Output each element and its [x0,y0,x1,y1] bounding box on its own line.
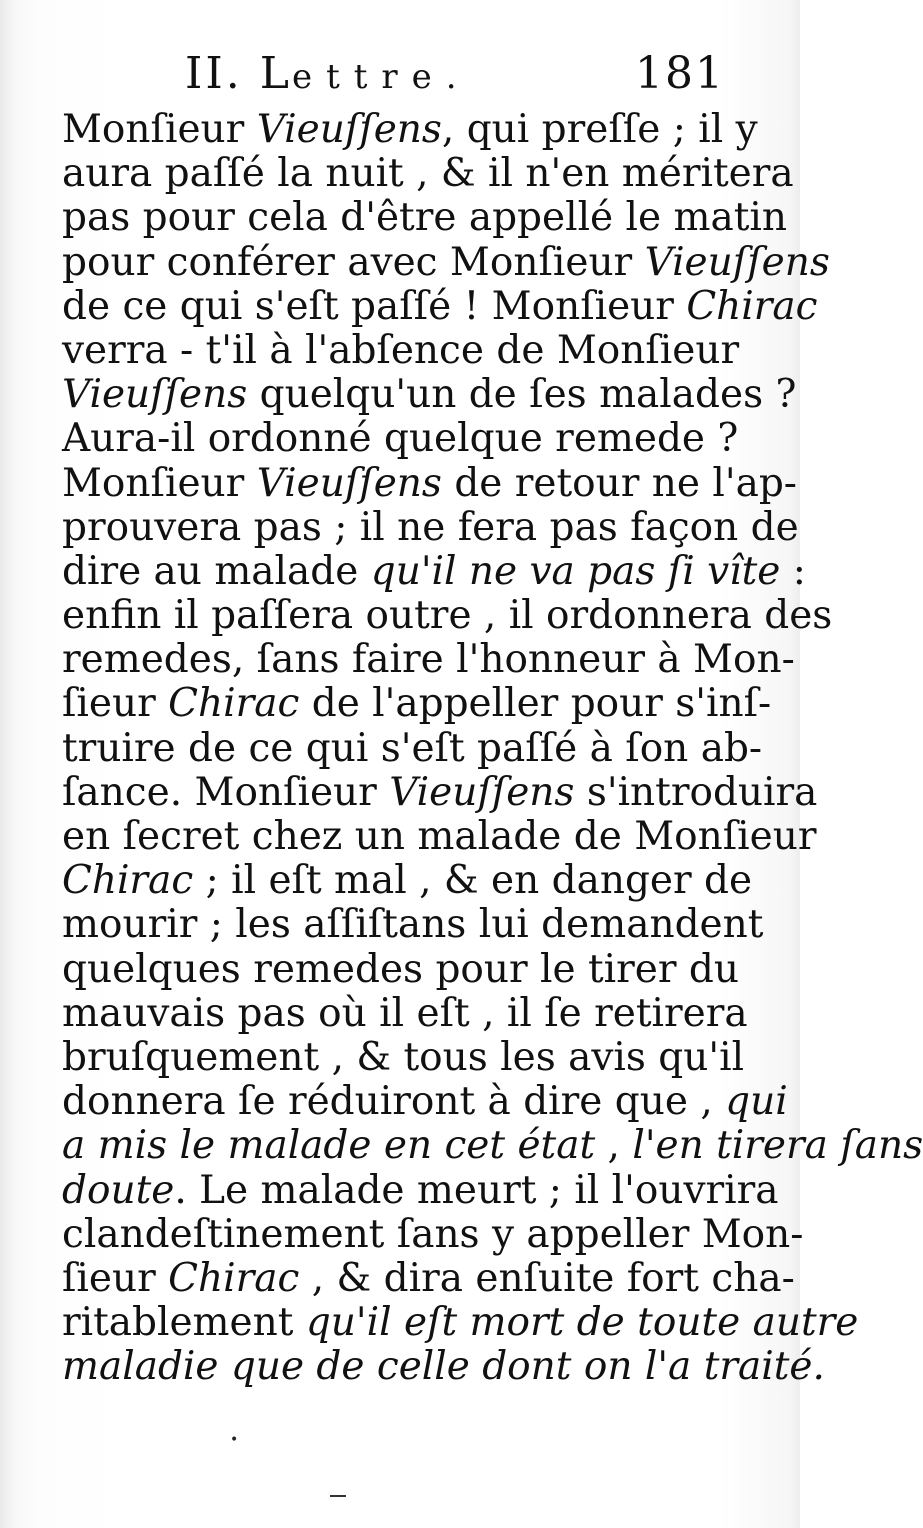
text-line [62,283,818,329]
header-numeral: II. [185,48,243,99]
text-span: ſieur [62,681,169,727]
header-initial: L [259,48,292,99]
text-line [62,858,753,904]
text-span: remedes, ſans faire l'honneur à Mon- [62,637,795,683]
italic-text: Vieuſſens [644,239,830,285]
text-line [62,460,797,506]
text-span: enfin il paſſera outre , il ordonnera des [62,593,833,639]
text-span: de retour ne l'ap- [441,460,797,506]
text-line [62,1123,923,1169]
text-line [62,107,758,152]
italic-text: qu'il eſt mort de toute autre [305,1300,859,1346]
italic-text: Vieuſſens [389,769,575,815]
text-line [62,946,739,992]
text-line [62,1167,779,1213]
text-span: truire de ce qui s'eſt paſſé à ſon ab- [62,725,763,771]
text-span: Aura-il ordonné quelque remede ? [62,416,739,462]
italic-text: maladie que de celle dont on l'a traité. [62,1344,825,1390]
text-span: mauvais pas où il eſt , il ſe retirera [62,990,748,1036]
italic-text: Vieuſſens [62,372,248,418]
italic-text: Chirac [686,283,818,329]
text-span: de ce qui s'eſt paſſé ! Monſieur [62,283,687,329]
text-line [62,327,740,373]
text-span: . Le malade meurt ; il l'ouvrira [174,1167,779,1213]
text-line [62,902,764,948]
header-title-rest: ettre. [291,57,471,97]
running-header [185,48,725,108]
text-span: pas pour cela d'être appellé le matin [62,195,787,241]
text-line [62,1344,825,1390]
text-line [62,1211,804,1257]
text-span: aura paſſé la nuit , & il n'en méritera [62,151,794,197]
text-line [62,1079,788,1125]
italic-text: Vieuſſens [256,107,442,152]
text-span: quelqu'un de ſes malades ? [247,372,797,418]
text-span: , qui preſſe ; il y [441,107,758,152]
text-line [62,681,772,727]
text-span: verra - t'il à l'abſence de Monſieur [62,327,740,373]
text-line [62,1034,745,1080]
text-line [62,504,799,550]
text-span: clandeſtinement ſans y appeller Mon- [62,1211,804,1257]
text-span: ſance. Monſieur [62,769,390,815]
text-span: bruſquement , & tous les avis qu'il [62,1034,745,1080]
text-line [62,814,817,859]
text-span: mourir ; les aſſiſtans lui demandent [62,902,764,948]
header-title [185,48,471,99]
text-span: en ſecret chez un malade de Monſieur [62,814,817,859]
italic-text: Vieuſſens [256,460,442,506]
text-span: quelques remedes pour le tirer du [62,946,739,992]
text-line [62,372,797,418]
text-span: Monſieur [62,107,257,152]
text-span: prouvera pas ; il ne fera pas façon de [62,504,799,550]
italic-text: a mis le malade en cet état [62,1123,596,1169]
ink-dash [330,1495,346,1497]
body-text [62,107,923,1390]
text-span: s'introduira [574,769,818,815]
italic-text: Chirac [62,858,194,904]
text-span: de l'appeller pour s'inſ- [299,681,772,727]
text-line [62,1255,795,1301]
text-span: : [780,548,806,594]
italic-text: l'en tirera ſans [632,1123,923,1169]
italic-text: Chirac [168,681,300,727]
text-line [62,725,763,771]
text-line [62,637,795,683]
text-line [62,151,794,197]
page-number: 181 [635,48,725,99]
text-line [62,239,830,285]
text-span: , & dira enſuite fort cha- [299,1255,795,1301]
text-span: ; il eſt mal , & en danger de [193,858,753,904]
text-line [62,593,833,639]
text-span: ſieur [62,1255,169,1301]
text-line [62,990,748,1036]
text-span: donnera ſe réduiront à dire que , [62,1079,726,1125]
text-span: pour conférer avec Monſieur [62,239,645,285]
text-line [62,195,787,241]
text-line [62,1300,859,1346]
italic-text: qui [725,1079,788,1125]
italic-text: Chirac [168,1255,300,1301]
italic-text: doute [62,1167,175,1213]
text-span: Monſieur [62,460,257,506]
text-line [62,416,739,462]
italic-text: qu'il ne va pas ſi vîte [370,548,781,594]
text-span: , [595,1123,633,1169]
ink-speck: • [230,1432,239,1448]
text-span: ritablement [62,1300,306,1346]
text-line [62,769,818,815]
text-line [62,548,806,594]
text-span: dire au malade [62,548,371,594]
